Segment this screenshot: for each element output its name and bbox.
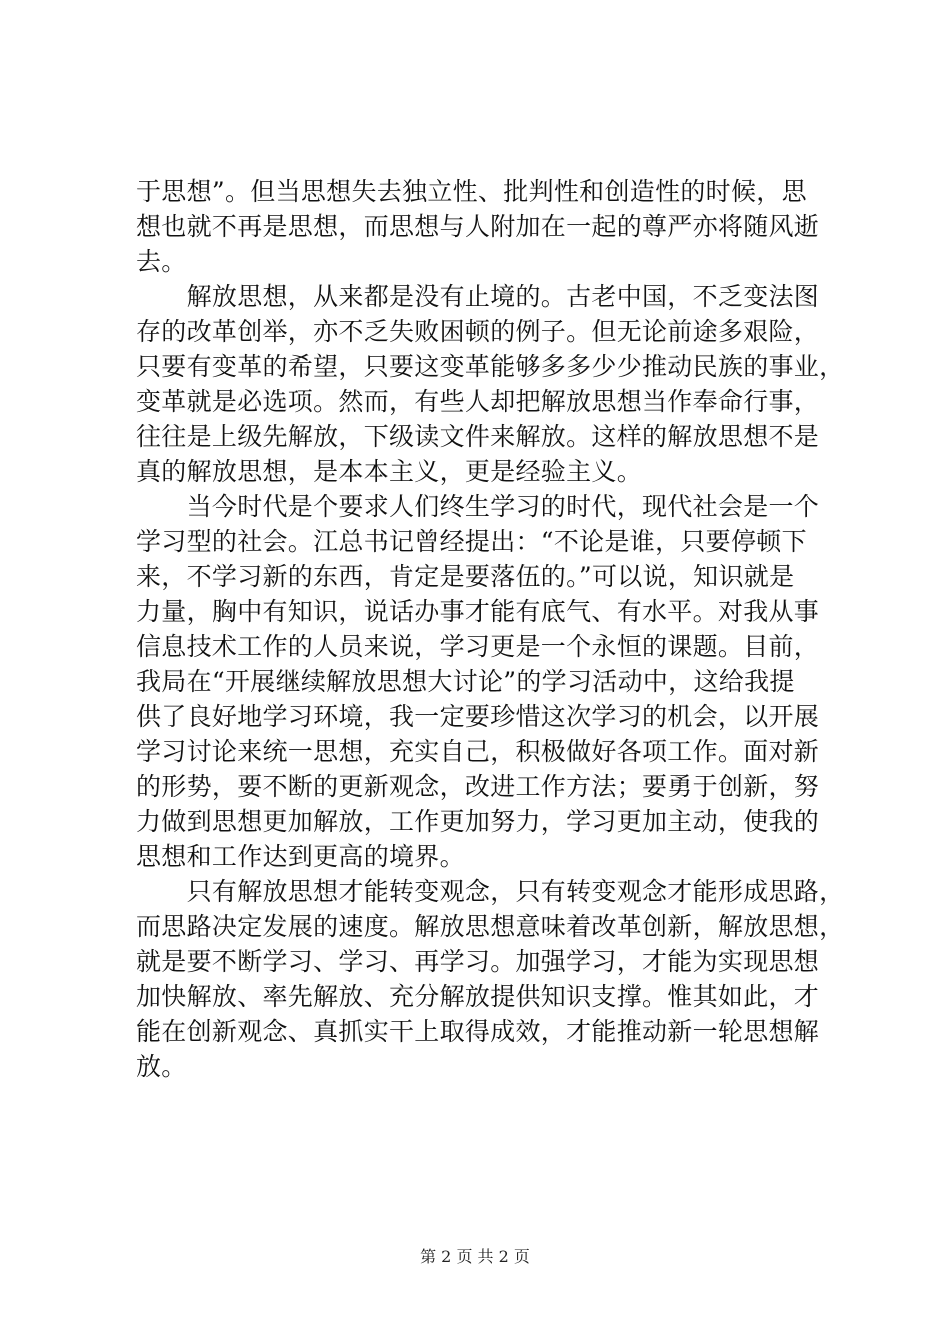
text-line: 信息技术工作的人员来说，学习更是一个永恒的课题。目前， [136,632,820,661]
text-line: 来，不学习新的东西，肯定是要落伍的。”可以说，知识就是 [136,562,795,591]
text-line: 而思路决定发展的速度。解放思想意味着改革创新，解放思想， [136,912,845,941]
text-line: 变革就是必选项。然而，有些人却把解放思想当作奉命行事， [136,387,820,416]
text-line: 于思想”。但当思想失去独立性、批判性和创造性的时候，思 [136,177,807,206]
text-line: 放。 [136,1052,187,1081]
text-line: 只要有变革的希望，只要这变革能够多多少少推动民族的事业， [136,352,845,381]
text-line: 学习讨论来统一思想，充实自己，积极做好各项工作。面对新 [136,737,820,766]
text-line: 加快解放、率先解放、充分解放提供知识支撑。惟其如此，才 [136,982,820,1011]
page-number-label: 第 2 页 共 2 页 [420,1247,530,1266]
page-footer [0,1244,950,1267]
paragraph-3 [136,489,836,874]
text-line: 我局在“开展继续解放思想大讨论”的学习活动中，这给我提 [136,667,795,696]
paragraph-2 [136,279,845,489]
text-line: 当今时代是个要求人们终生学习的时代，现代社会是一个 [136,492,820,521]
text-line: 存的改革创举，亦不乏失败困顿的例子。但无论前途多艰险， [136,317,820,346]
text-line: 学习型的社会。江总书记曾经提出：“不论是谁，只要停顿下 [136,527,807,556]
text-line: 就是要不断学习、学习、再学习。加强学习，才能为实现思想 [136,947,820,976]
text-line: 力量，胸中有知识，说话办事才能有底气、有水平。对我从事 [136,597,820,626]
text-line: 只有解放思想才能转变观念，只有转变观念才能形成思路， [136,877,845,906]
text-line: 供了良好地学习环境，我一定要珍惜这次学习的机会，以开展 [136,702,820,731]
text-line: 能在创新观念、真抓实干上取得成效，才能推动新一轮思想解 [136,1017,820,1046]
text-line: 的形势，要不断的更新观念，改进工作方法；要勇于创新，努 [136,772,820,801]
text-line: 力做到思想更加解放，工作更加努力，学习更加主动，使我的 [136,807,820,836]
paragraph-1 [136,174,836,279]
document-body [136,174,845,1084]
text-line: 往往是上级先解放，下级读文件来解放。这样的解放思想不是 [136,422,820,451]
text-line: 想也就不再是思想，而思想与人附加在一起的尊严亦将随风逝 [136,212,820,241]
text-line: 解放思想，从来都是没有止境的。古老中国，不乏变法图 [136,282,820,311]
text-line: 思想和工作达到更高的境界。 [136,842,465,871]
paragraph-4 [136,874,845,1084]
text-line: 去。 [136,247,187,276]
text-line: 真的解放思想，是本本主义，更是经验主义。 [136,457,643,486]
